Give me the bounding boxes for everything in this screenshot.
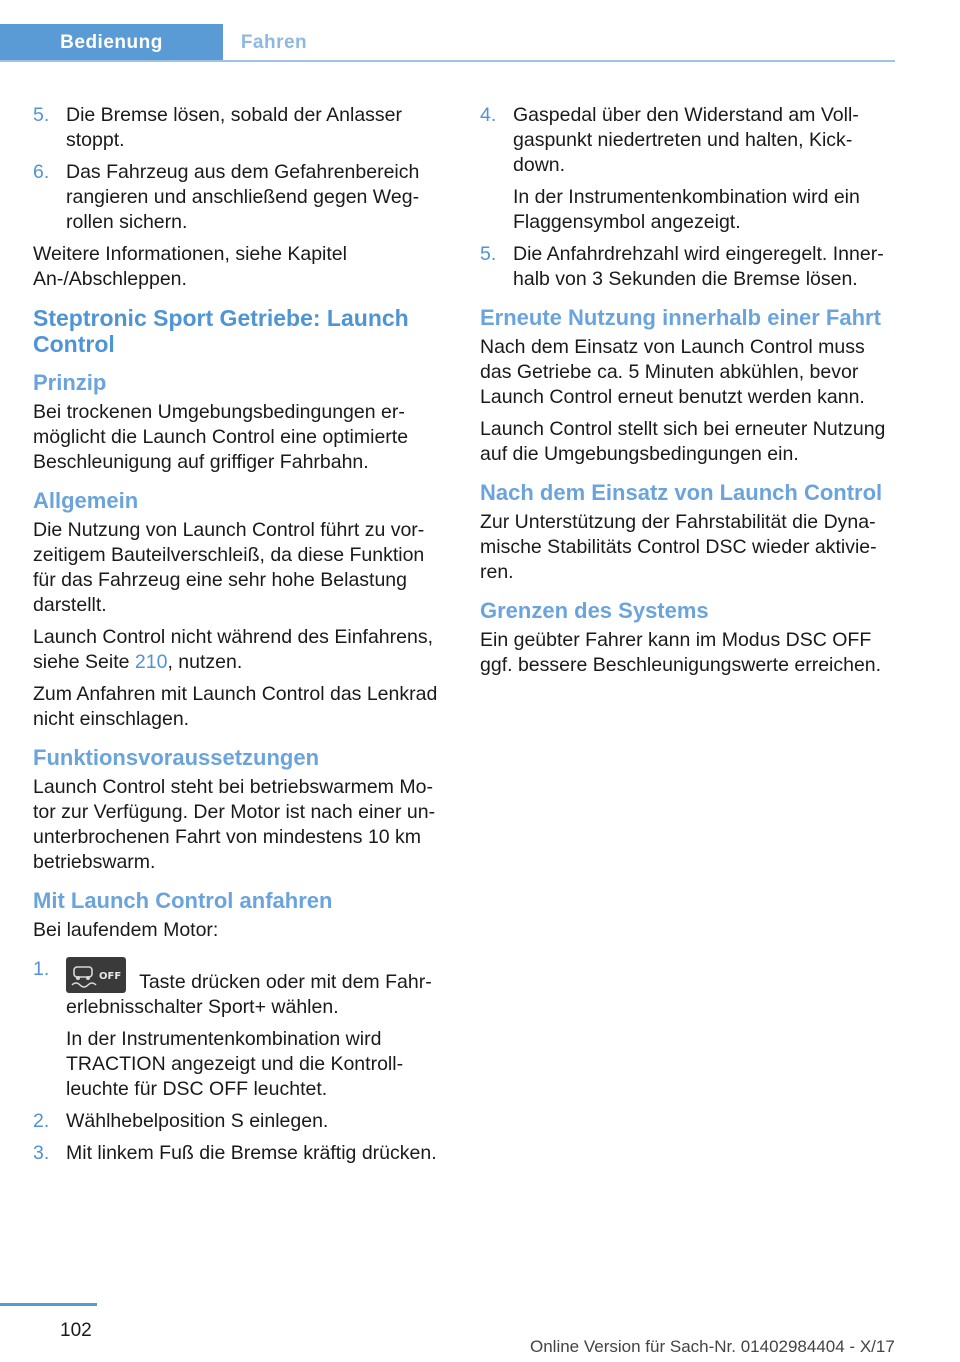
- allgemein-text-3: Zum Anfahren mit Launch Control das Lenkrad nicht einschlagen.: [33, 683, 438, 730]
- heading-anfahren: Mit Launch Control anfahren: [33, 888, 333, 913]
- left-column: [33, 103, 448, 1173]
- right-column: [480, 103, 895, 685]
- nach-text: Zur Unterstützung der Fahrstabilität die Dynamische Stabilitäts Control DSC wieder aktivieren.: [480, 511, 877, 583]
- list-number: 4.: [480, 104, 497, 126]
- allgemein-text-1: Die Nutzung von Launch Control führt zu vorzeitigem Bauteilverschleiß, da diese Funktion für das Fahrzeug eine sehr hohe Belastung darstellt.: [33, 519, 425, 616]
- heading-nach-dem-einsatz: Nach dem Einsatz von Launch Control: [480, 480, 883, 505]
- list-item: [33, 160, 448, 235]
- more-info-text: Weitere Informationen, siehe Kapitel An-/Abschleppen.: [33, 243, 347, 290]
- chapter-tabs: [0, 24, 895, 62]
- list-text: Die Bremse lösen, sobald der Anlasser stoppt.: [66, 104, 403, 151]
- text-span: Launch Control nicht während des Einfahrens, siehe Seite: [33, 626, 433, 673]
- heading-erneute-nutzung: Erneute Nutzung innerhalb einer Fahrt: [480, 305, 881, 330]
- tab-underline: [0, 60, 895, 62]
- heading-prinzip: Prinzip: [33, 370, 107, 395]
- list-text: Gaspedal über den Widerstand am Vollgaspunkt niedertreten und halten, Kickdown.: [513, 104, 859, 176]
- list-text: [66, 957, 448, 1020]
- list-item: [33, 103, 448, 153]
- anfahren-intro: Bei laufendem Motor:: [33, 919, 219, 941]
- list-number: 6.: [33, 161, 50, 183]
- tab-fahren[interactable]: Fahren: [240, 32, 308, 53]
- prinzip-text: Bei trockenen Umgebungsbedingungen ermöglicht die Launch Control eine optimierte Beschleunigung auf griffiger Fahrbahn.: [33, 401, 409, 473]
- tab-bedienung[interactable]: Bedienung: [0, 24, 223, 62]
- allgemein-text-2: [33, 625, 448, 675]
- list-text: Das Fahrzeug aus dem Gefahrenbereich rangieren und anschließend gegen Wegrollen sichern.: [66, 161, 420, 233]
- grenzen-text: Ein geübter Fahrer kann im Modus DSC OFF ggf. bessere Beschleunigungswerte erreichen.: [480, 629, 882, 676]
- list-text: Wählhebelposition S einlegen.: [66, 1110, 329, 1132]
- heading-grenzen: Grenzen des Systems: [480, 598, 709, 623]
- erneute-text-1: Nach dem Einsatz von Launch Control muss das Getriebe ca. 5 Minuten abkühlen, bevor Launch Control erneut benutzt werden kann.: [480, 336, 865, 408]
- list-item: [33, 1109, 448, 1134]
- heading-allgemein: Allgemein: [33, 488, 139, 513]
- list-text: Mit linkem Fuß die Bremse kräftig drücken.: [66, 1142, 437, 1164]
- list-text: Die Anfahrdrehzahl wird eingeregelt. Innerhalb von 3 Sekunden die Bremse lösen.: [513, 243, 884, 290]
- list-item: [480, 103, 895, 235]
- list-number: 2.: [33, 1110, 50, 1132]
- dsc-off-label: OFF: [99, 971, 122, 982]
- heading-funktionsvoraussetzungen: Funktionsvoraussetzungen: [33, 745, 320, 770]
- funktion-text: Launch Control steht bei betriebswarmem Motor zur Verfügung. Der Motor ist nach einer ununterbrochenen Fahrt von mindestens 10 km betriebswarm.: [33, 776, 436, 873]
- dsc-off-button-icon: [66, 957, 126, 993]
- list-number: 5.: [480, 243, 497, 265]
- online-version-text: Online Version für Sach-Nr. 01402984404 - X/17: [530, 1337, 895, 1356]
- footer-accent-line: [0, 1303, 97, 1306]
- page-number: 102: [60, 1320, 92, 1341]
- list-number: 5.: [33, 104, 50, 126]
- list-item: [480, 242, 895, 292]
- list-item: [33, 1141, 448, 1166]
- erneute-text-2: Launch Control stellt sich bei erneuter Nutzung auf die Umgebungsbedingungen ein.: [480, 418, 886, 465]
- list-subtext: In der Instrumentenkombination wird TRACTION angezeigt und die Kontrollleuchte für DSC OFF leuchtet.: [66, 1028, 404, 1100]
- text-span: , nutzen.: [167, 651, 243, 673]
- page-link-210[interactable]: 210: [134, 651, 168, 673]
- list-number: 1.: [33, 958, 50, 980]
- section-heading-launch-control: Steptronic Sport Getriebe: Launch Control: [33, 305, 409, 357]
- list-subtext: In der Instrumentenkombination wird ein Flaggensymbol angezeigt.: [513, 186, 860, 233]
- list-number: 3.: [33, 1142, 50, 1164]
- list-item: [33, 957, 448, 1102]
- text-span: Taste drücken oder mit dem Fahrerlebnisschalter Sport+ wählen.: [66, 971, 432, 1018]
